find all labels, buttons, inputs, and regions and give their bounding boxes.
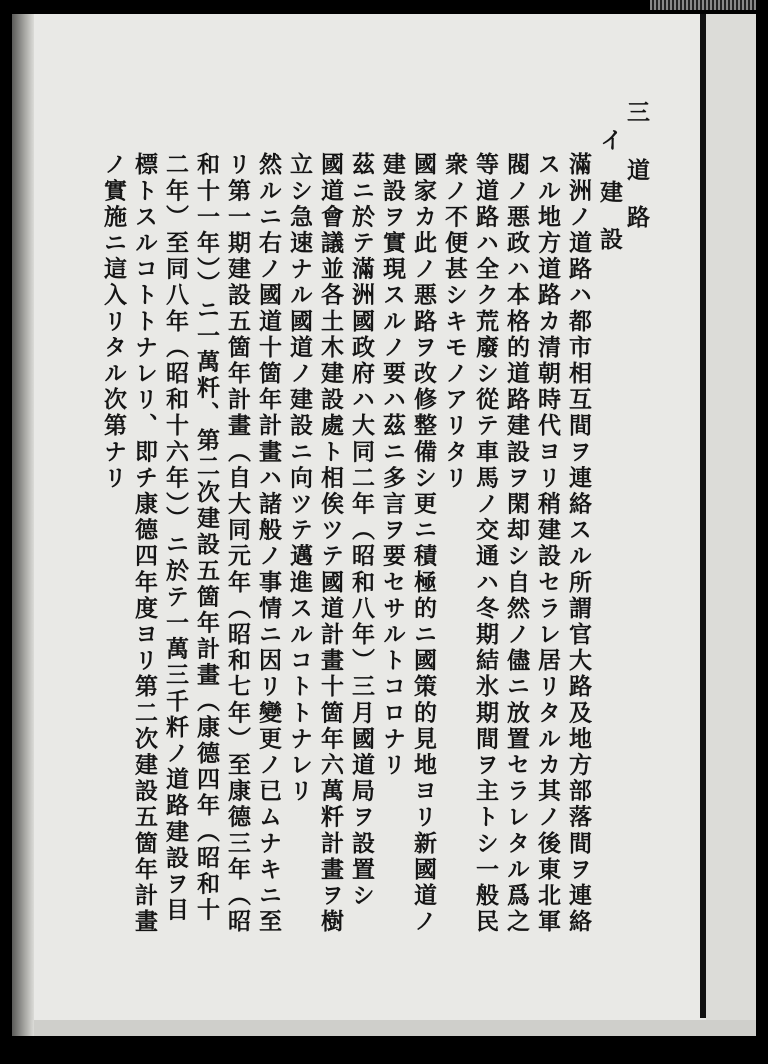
text-column-7: 建設ヲ實現スルノ要ハ茲ニ多言ヲ要セサルトコロナリ (379, 152, 406, 779)
text-column-14: 二年）至同八年（昭和十六年））ニ於テ一萬三千粁ノ道路建設ヲ目 (162, 152, 189, 924)
subsection-title: 建設 (596, 180, 623, 274)
text-column-2: スル地方道路カ清朝時代ヨリ稍建設セラレ居リタルカ其ノ後東北軍 (534, 152, 561, 935)
text-column-4: 等道路ハ全ク荒廢シ從テ車馬ノ交通ハ冬期結氷期間ヲ主トシ一般民 (472, 152, 499, 935)
scan-noise (650, 0, 756, 10)
text-column-13: 和十一年））ニ一萬粁、第二次建設五箇年計畫（康德四年（昭和十 (193, 152, 220, 924)
text-column-5: 衆ノ不便甚シキモノアリタリ (441, 152, 468, 492)
vertical-rule (700, 14, 706, 1018)
text-column-10: 立シ急速ナル國道ノ建設ニ向ツテ邁進スルコトトナレリ (286, 152, 313, 805)
text-column-12: リ第一期建設五箇年計畫（自大同元年（昭和七年）至康德三年（昭 (224, 152, 251, 935)
subsection-mark: イ (596, 128, 622, 155)
text-column-6: 國家カ此ノ悪路ヲ改修整備シ更ニ積極的ニ國策的見地ヨリ新國道ノ (410, 152, 437, 935)
page-bottom-edge (34, 1020, 756, 1036)
text-column-8: 茲ニ於テ滿洲國政府ハ大同二年（昭和八年）三月國道局ヲ設置シ (348, 152, 375, 909)
page-right-margin (706, 14, 756, 1036)
text-column-15: 標トスルコトトナレリ、即チ康德四年度ヨリ第二次建設五箇年計畫 (131, 152, 158, 935)
text-column-9: 國道會議並各土木建設處ト相俟ツテ國道計畫十箇年六萬粁計畫ヲ樹 (317, 152, 344, 935)
section-number: 三 (623, 100, 650, 127)
text-column-3: 閥ノ悪政ハ本格的道路建設ヲ閑却シ自然ノ儘ニ放置セラレタル爲之 (503, 152, 530, 935)
book-spine-shadow (12, 14, 34, 1036)
text-column-16: ノ實施ニ這入リタル次第ナリ (100, 152, 127, 492)
text-column-11: 然ルニ右ノ國道十箇年計畫ハ諸般ノ事情ニ因リ變更ノ已ムナキニ至 (255, 152, 282, 935)
section-title: 道路 (623, 158, 650, 252)
text-column-1: 滿洲ノ道路ハ都市相互間ヲ連絡スル所謂官大路及地方部落間ヲ連絡 (565, 152, 592, 935)
